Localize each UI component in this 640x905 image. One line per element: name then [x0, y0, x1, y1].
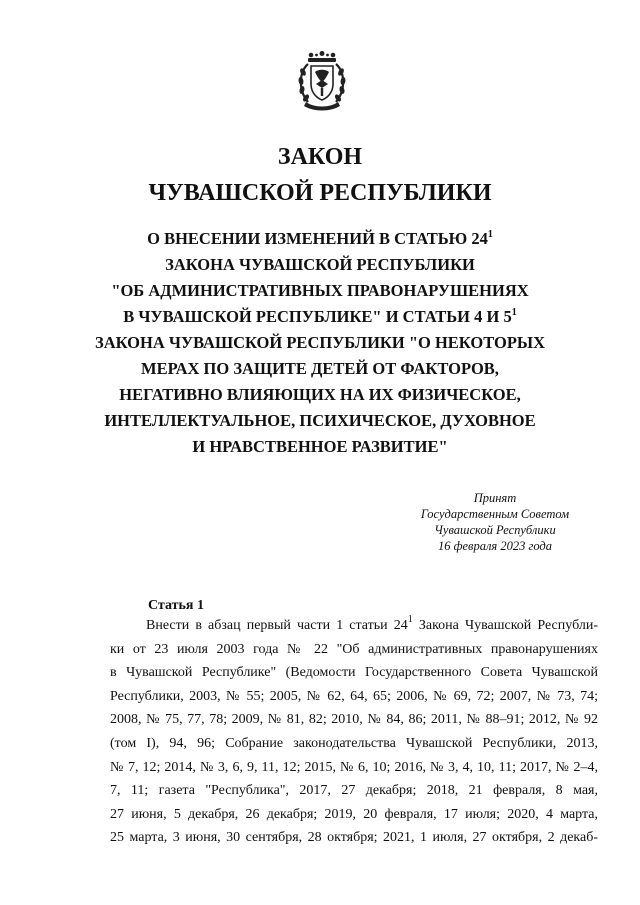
law-title: ЗАКОН — [277, 144, 363, 170]
subject-line: ЗАКОНА ЧУВАШСКОЙ РЕСПУБЛИКИ — [165, 255, 475, 274]
subject-line: "ОБ АДМИНИСТРАТИВНЫХ ПРАВОНАРУШЕНИЯХ — [111, 281, 529, 300]
subject-line: И НРАВСТВЕННОЕ РАЗВИТИЕ" — [192, 437, 448, 456]
law-republic-title: ЧУВАШСКОЙ РЕСПУБЛИКИ — [148, 180, 492, 206]
article-line: Внести в абзац первый части 1 статьи $24^1$ Закона Чувашской Республи- — [146, 614, 598, 633]
subject-line: МЕРАХ ПО ЗАЩИТЕ ДЕТЕЙ ОТ ФАКТОРОВ, — [141, 359, 499, 378]
subject-line: В ЧУВАШСКОЙ РЕСПУБЛИКЕ" И СТАТЬИ 4 И $5^1$ — [123, 306, 517, 326]
article-line: № 7, 12; 2014, № 3, 6, 9, 11, 12; 2015, № 6, 10; 2016, № 3, 4, 10, 11; 2017, № 2–4, — [110, 759, 598, 775]
adoption-line: Государственным Советом — [420, 507, 570, 521]
article-line: 7, 11; газета "Республика", 2017, 27 декабря; 2018, 21 февраля, 8 мая, — [110, 783, 598, 799]
article-1-heading: Статья 1 — [148, 598, 204, 613]
article-line: 2008, № 75, 77, 78; 2009, № 81, 82; 2010, № 84, 86; 2011, № 88–91; 2012, № 92 — [110, 712, 598, 728]
coat-of-arms-icon — [296, 50, 348, 112]
subject-line: ЗАКОНА ЧУВАШСКОЙ РЕСПУБЛИКИ "О НЕКОТОРЫХ — [94, 333, 546, 352]
adoption-date: 16 февраля 2023 года — [437, 539, 553, 553]
subject-line: ИНТЕЛЛЕКТУАЛЬНОЕ, ПСИХИЧЕСКОЕ, ДУХОВНОЕ — [104, 411, 536, 430]
adoption-line: Принят — [473, 491, 517, 505]
subject-line: О ВНЕСЕНИИ ИЗМЕНЕНИЙ В СТАТЬЮ $24^1$ — [147, 228, 493, 248]
article-1-body — [110, 614, 598, 850]
adoption-line: Чувашской Республики — [434, 523, 556, 537]
law-subject — [60, 226, 580, 460]
article-line: Республики, 2003, № 55; 2005, № 62, 64, 65; 2006, № 69, 72; 2007, № 73, 74; — [110, 688, 598, 704]
article-line: в Чувашской Республике" (Ведомости Государственного Совета Чувашской — [110, 665, 598, 681]
adoption-note — [380, 490, 610, 554]
article-line: 25 марта, 3 июня, 30 сентября, 28 октября; 2021, 1 июля, 27 октября, 2 декаб- — [110, 830, 598, 846]
article-line: 27 июня, 5 декабря, 26 декабря; 2019, 20 февраля, 17 июля; 2020, 4 марта, — [110, 806, 598, 822]
article-line: ки от 23 июля 2003 года № 22 "Об административных правонарушениях — [110, 641, 598, 657]
subject-line: НЕГАТИВНО ВЛИЯЮЩИХ НА ИХ ФИЗИЧЕСКОЕ, — [119, 385, 521, 404]
article-line: (том I), 94, 96; Собрание законодательства Чувашской Республики, 2013, — [110, 735, 598, 751]
